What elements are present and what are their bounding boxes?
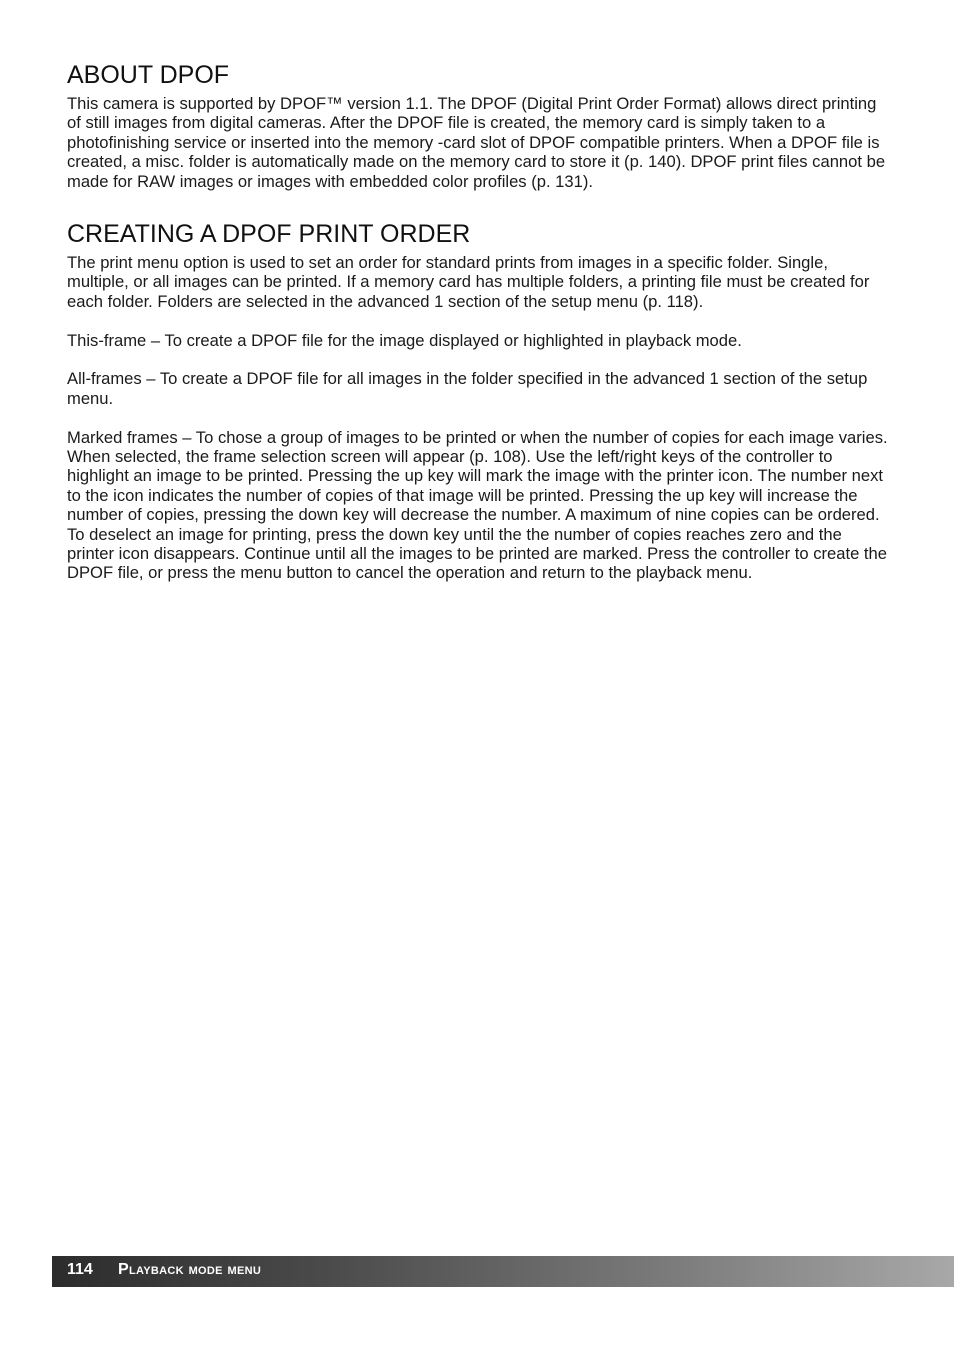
paragraph-print-menu-intro: The print menu option is used to set an order for standard prints from images in a specific folder. Single, multiple, or all images can be printed. If a memory card has multiple folders, a printing file must be created for each folder. Folders are selected in the advanced 1 section of the setup menu (p. 118). — [67, 253, 870, 311]
page-content — [67, 60, 889, 583]
heading-about-dpof: ABOUT DPOF — [67, 61, 230, 89]
footer-section-name: Playback mode menu — [118, 1261, 262, 1278]
paragraph-all-frames: All-frames – To create a DPOF file for all images in the folder specified in the advanced 1 section of the setup menu. — [67, 369, 868, 408]
paragraph-marked-frames: Marked frames – To chose a group of images to be printed or when the number of copies for each image varies. When selected, the frame selection screen will appear (p. 108). Use the left/right keys of the controller to highlight an image to be printed. Pressing the up key will mark the image with the printer icon. The number next to the icon indicates the number of copies of that image will be printed. Pressing the up key will increase the number of copies, pressing the down key will decrease the number. A maximum of nine copies can be ordered. To deselect an image for printing, press the down key until the the number of copies reaches zero and the printer icon disappears. Continue until all the images to be printed are marked. Press the controller to create the DPOF file, or press the menu button to cancel the operation and return to the playback menu. — [67, 427, 888, 583]
paragraph-this-frame: This-frame – To create a DPOF file for the image displayed or highlighted in playback mode. — [67, 330, 742, 350]
heading-creating-dpof-print-order: CREATING A DPOF PRINT ORDER — [67, 220, 471, 249]
footer-bar — [52, 1256, 954, 1287]
paragraph-about-dpof: This camera is supported by DPOF™ version 1.1. The DPOF (Digital Print Order Format) allows direct printing of still images from digital cameras. After the DPOF file is created, the memory card is simply taken to a photofinishing service or inserted into the memory -card slot of DPOF compatible printers. When a DPOF file is created, a misc. folder is automatically made on the memory card to store it (p. 140). DPOF print files cannot be made for RAW images or images with embedded color profiles (p. 131). — [67, 94, 886, 191]
page-number: 114 — [67, 1261, 93, 1278]
